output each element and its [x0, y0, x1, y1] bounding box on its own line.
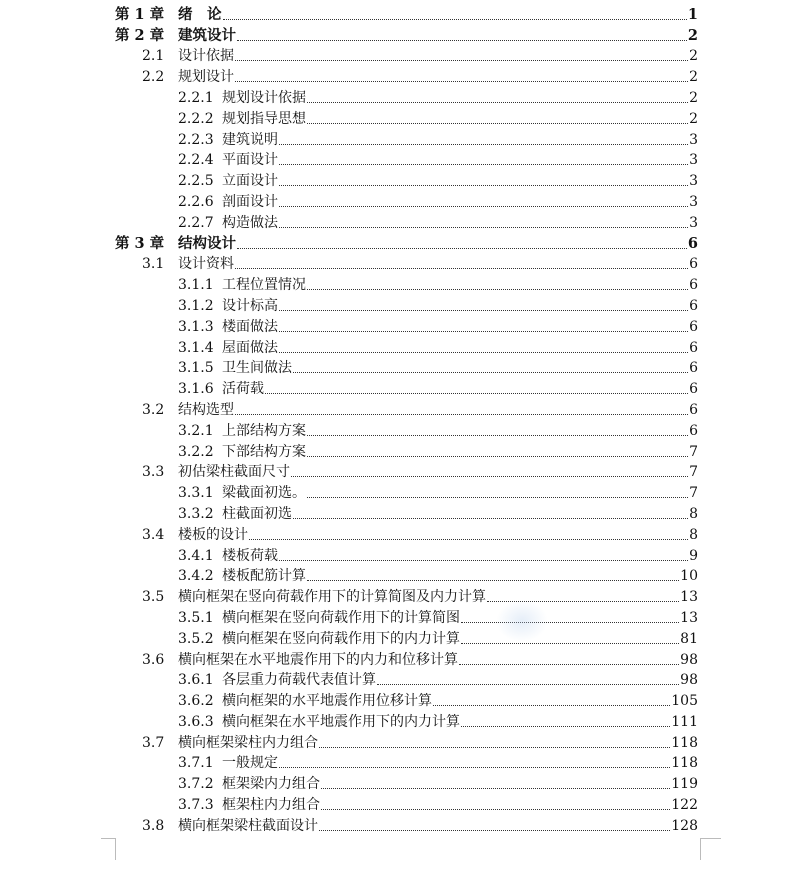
- toc-entry-title: 规划设计: [178, 69, 234, 86]
- toc-entry[interactable]: [0, 649, 797, 670]
- toc-entry-title: 横向框架梁柱截面设计: [178, 817, 318, 834]
- toc-entry-number: 第 3 章: [115, 234, 165, 252]
- toc-entry[interactable]: [0, 441, 797, 462]
- toc-entry-body: [222, 298, 698, 314]
- toc-entry[interactable]: [0, 66, 797, 87]
- toc-entry-title: 结构设计: [178, 234, 236, 252]
- toc-entry-page: 118: [671, 755, 698, 772]
- toc-entry-body: [222, 548, 698, 564]
- toc-entry-title: 屋面做法: [222, 339, 278, 356]
- toc-leader-dots: [461, 643, 679, 644]
- toc-entry[interactable]: [0, 378, 797, 399]
- toc-entry-body: [178, 7, 698, 23]
- toc-entry-number: 第 2 章: [115, 26, 165, 44]
- toc-entry-page: 6: [689, 422, 698, 439]
- toc-entry-title: 横向框架的水平地震作用位移计算: [222, 693, 432, 710]
- toc-entry-title: 横向框架梁柱内力组合: [178, 734, 318, 751]
- toc-leader-dots: [293, 518, 688, 519]
- toc-entry-number: 3.3.2: [178, 505, 214, 522]
- toc-entry-title: 梁截面初选。: [222, 485, 306, 502]
- toc-entry-number: 3.2.2: [178, 443, 214, 460]
- toc-entry-body: [178, 256, 698, 272]
- toc-leader-dots: [459, 664, 679, 665]
- toc-entry-number: 3.7: [142, 734, 165, 751]
- toc-entry[interactable]: [0, 545, 797, 566]
- toc-entry-body: [222, 215, 698, 231]
- toc-leader-dots: [307, 456, 688, 457]
- toc-entry[interactable]: [0, 628, 797, 649]
- toc-entry-body: [222, 631, 698, 647]
- toc-entry-page: 6: [689, 277, 698, 294]
- toc-entry-number: 3.5.1: [178, 609, 214, 626]
- toc-leader-dots: [319, 747, 670, 748]
- toc-entry-page: 3: [689, 173, 698, 190]
- toc-entry[interactable]: [0, 670, 797, 691]
- toc-entry[interactable]: [0, 753, 797, 774]
- toc-entry-page: 6: [687, 234, 698, 252]
- toc-entry-body: [222, 423, 698, 439]
- toc-leader-dots: [235, 81, 688, 82]
- toc-entry-number: 2.2.3: [178, 131, 214, 148]
- toc-entry-number: 3.4.1: [178, 547, 214, 564]
- toc-entry-page: 3: [689, 214, 698, 231]
- toc-entry-page: 13: [680, 589, 698, 606]
- toc-leader-dots: [249, 539, 688, 540]
- toc-entry-number: 3.2.1: [178, 422, 214, 439]
- toc-leader-dots: [279, 227, 688, 228]
- toc-entry-title: 楼板荷载: [222, 547, 278, 564]
- toc-entry[interactable]: [0, 337, 797, 358]
- background-spot: [496, 600, 548, 642]
- toc-leader-dots: [291, 476, 688, 477]
- toc-entry[interactable]: [0, 462, 797, 483]
- toc-entry-title: 一般规定: [222, 755, 278, 772]
- toc-entry-title: 柱截面初选: [222, 505, 292, 522]
- toc-entry-page: 105: [671, 693, 698, 710]
- toc-entry-number: 3.6.2: [178, 693, 214, 710]
- toc-entry-page: 6: [689, 318, 698, 335]
- toc-entry-title: 规划设计依据: [222, 89, 306, 106]
- toc-entry-title: 初估梁柱截面尺寸: [178, 464, 290, 481]
- toc-entry-body: [178, 818, 698, 834]
- toc-entry-page: 1: [687, 5, 698, 23]
- toc-entry-number: 3.2: [142, 401, 165, 418]
- toc-entry-title: 下部结构方案: [222, 443, 306, 460]
- toc-entry-body: [222, 319, 698, 335]
- toc-entry-body: [178, 735, 698, 751]
- page-corner-mark-right: [700, 838, 721, 860]
- toc-entry-number: 3.1.2: [178, 297, 214, 314]
- toc-entry-number: 3.7.3: [178, 797, 214, 814]
- toc-entry-title: 活荷载: [222, 381, 264, 398]
- toc-entry-title: 建筑设计: [178, 26, 236, 44]
- toc-entry-page: 7: [689, 443, 698, 460]
- toc-leader-dots: [279, 352, 688, 353]
- toc-entry-title: 横向框架在水平地震作用下的内力计算: [222, 713, 460, 730]
- toc-entry-page: 2: [687, 26, 698, 44]
- toc-leader-dots: [279, 331, 688, 332]
- toc-entry-number: 3.6.3: [178, 713, 214, 730]
- toc-leader-dots: [321, 809, 670, 810]
- toc-entry-body: [178, 464, 698, 480]
- toc-entry[interactable]: [0, 4, 797, 25]
- toc-entry-number: 3.1.3: [178, 318, 214, 335]
- toc-entry-number: 3.8: [142, 817, 165, 834]
- toc-leader-dots: [235, 60, 688, 61]
- toc-leader-dots: [235, 268, 688, 269]
- toc-entry[interactable]: [0, 233, 797, 254]
- toc-entry-number: 3.1.4: [178, 339, 214, 356]
- toc-leader-dots: [461, 726, 670, 727]
- toc-entry-page: 3: [689, 131, 698, 148]
- toc-entry-page: 122: [671, 797, 698, 814]
- toc-entry-title: 楼面做法: [222, 318, 278, 335]
- toc-entry-page: 2: [689, 69, 698, 86]
- toc-entry[interactable]: [0, 586, 797, 607]
- toc-entry-body: [222, 485, 698, 501]
- toc-entry-page: 128: [671, 817, 698, 834]
- toc-leader-dots: [235, 414, 688, 415]
- toc-entry[interactable]: [0, 46, 797, 67]
- toc-entry-number: 2.1: [142, 48, 165, 65]
- toc-entry-page: 6: [689, 256, 698, 273]
- toc-entry-body: [222, 152, 698, 168]
- toc-entry-number: 3.6.1: [178, 672, 214, 689]
- toc-entry-page: 81: [680, 630, 698, 647]
- toc-entry[interactable]: [0, 150, 797, 171]
- toc-entry-number: 3.6: [142, 651, 165, 668]
- toc-entry-page: 13: [680, 609, 698, 626]
- toc-leader-dots: [307, 102, 688, 103]
- toc-entry-body: [222, 340, 698, 356]
- toc-entry-number: 3.5.2: [178, 630, 214, 647]
- toc-entry-title: 框架梁内力组合: [222, 776, 320, 793]
- toc-entry-body: [222, 797, 698, 813]
- toc-entry-body: [222, 111, 698, 127]
- toc-entry-page: 2: [689, 48, 698, 65]
- toc-entry[interactable]: [0, 170, 797, 191]
- toc-entry-body: [178, 48, 698, 64]
- toc-entry-body: [222, 506, 698, 522]
- toc-entry-body: [222, 173, 698, 189]
- toc-entry-title: 横向框架在竖向荷载作用下的计算简图及内力计算: [178, 589, 486, 606]
- toc-entry-title: 平面设计: [222, 152, 278, 169]
- toc-entry[interactable]: [0, 129, 797, 150]
- toc-entry-number: 2.2.4: [178, 152, 214, 169]
- toc-entry-body: [222, 568, 698, 584]
- toc-entry-page: 119: [671, 776, 698, 793]
- toc-entry-number: 2.2.6: [178, 193, 214, 210]
- toc-leader-dots: [307, 497, 688, 498]
- toc-entry-page: 118: [671, 734, 698, 751]
- toc-entry-page: 7: [689, 464, 698, 481]
- toc-leader-dots: [279, 310, 688, 311]
- toc-entry-title: 横向框架在竖向荷载作用下的内力计算: [222, 630, 460, 647]
- toc-entry-page: 8: [689, 526, 698, 543]
- toc-leader-dots: [321, 788, 670, 789]
- toc-leader-dots: [319, 830, 670, 831]
- toc-entry-title: 设计资料: [178, 256, 234, 273]
- toc-entry-body: [178, 69, 698, 85]
- toc-entry-title: 卫生间做法: [222, 360, 292, 377]
- toc-entry-body: [178, 402, 698, 418]
- toc-entry-body: [222, 672, 698, 688]
- toc-entry[interactable]: [0, 690, 797, 711]
- toc-leader-dots: [293, 372, 688, 373]
- toc-entry-body: [222, 194, 698, 210]
- toc-entry-number: 3.5: [142, 589, 165, 606]
- toc-entry-number: 3.4: [142, 526, 165, 543]
- toc-leader-dots: [307, 289, 688, 290]
- toc-entry-title: 上部结构方案: [222, 422, 306, 439]
- toc-entry-body: [178, 652, 698, 668]
- toc-leader-dots: [307, 435, 688, 436]
- toc-entry-number: 第 1 章: [115, 5, 165, 23]
- toc-entry-page: 2: [689, 89, 698, 106]
- toc-entry[interactable]: [0, 773, 797, 794]
- toc-entry[interactable]: [0, 212, 797, 233]
- toc-entry-page: 8: [689, 505, 698, 522]
- table-of-contents: [0, 4, 797, 836]
- toc-entry[interactable]: [0, 607, 797, 628]
- toc-leader-dots: [279, 206, 688, 207]
- toc-entry-title: 建筑说明: [222, 131, 278, 148]
- toc-entry-title: 设计依据: [178, 48, 234, 65]
- toc-entry-page: 98: [680, 672, 698, 689]
- toc-entry-page: 6: [689, 381, 698, 398]
- toc-leader-dots: [237, 40, 687, 41]
- toc-entry[interactable]: [0, 711, 797, 732]
- toc-leader-dots: [377, 684, 679, 685]
- toc-entry-title: 立面设计: [222, 173, 278, 190]
- toc-leader-dots: [223, 19, 687, 20]
- toc-entry-number: 3.1.6: [178, 381, 214, 398]
- toc-entry-title: 框架柱内力组合: [222, 797, 320, 814]
- toc-entry-body: [178, 527, 698, 543]
- toc-entry[interactable]: [0, 25, 797, 46]
- toc-entry[interactable]: [0, 482, 797, 503]
- toc-entry-title: 规划指导思想: [222, 110, 306, 127]
- toc-entry-page: 6: [689, 339, 698, 356]
- toc-entry[interactable]: [0, 815, 797, 836]
- toc-leader-dots: [279, 164, 688, 165]
- toc-entry-title: 构造做法: [222, 214, 278, 231]
- toc-entry[interactable]: [0, 420, 797, 441]
- toc-entry[interactable]: [0, 358, 797, 379]
- toc-entry[interactable]: [0, 503, 797, 524]
- toc-entry-body: [222, 444, 698, 460]
- toc-entry-number: 2.2.5: [178, 173, 214, 190]
- toc-entry[interactable]: [0, 295, 797, 316]
- toc-entry-page: 9: [689, 547, 698, 564]
- toc-entry-body: [222, 693, 698, 709]
- toc-entry-number: 3.1.1: [178, 277, 214, 294]
- toc-entry-number: 3.7.1: [178, 755, 214, 772]
- toc-leader-dots: [279, 767, 670, 768]
- toc-entry-number: 3.4.2: [178, 568, 214, 585]
- toc-entry[interactable]: [0, 794, 797, 815]
- toc-entry-body: [178, 28, 698, 44]
- toc-entry[interactable]: [0, 566, 797, 587]
- toc-leader-dots: [461, 622, 679, 623]
- toc-entry[interactable]: [0, 191, 797, 212]
- toc-leader-dots: [279, 185, 688, 186]
- toc-entry-page: 3: [689, 193, 698, 210]
- toc-leader-dots: [279, 144, 688, 145]
- toc-entry-title: 结构选型: [178, 401, 234, 418]
- toc-entry-number: 3.7.2: [178, 776, 214, 793]
- toc-entry[interactable]: [0, 108, 797, 129]
- toc-entry[interactable]: [0, 524, 797, 545]
- toc-entry-number: 3.3: [142, 464, 165, 481]
- toc-entry-title: 设计标高: [222, 297, 278, 314]
- toc-entry-body: [222, 132, 698, 148]
- page-corner-mark-left: [101, 838, 116, 860]
- toc-entry-title: 剖面设计: [222, 193, 278, 210]
- toc-entry-title: 楼板的设计: [178, 526, 248, 543]
- toc-entry-body: [222, 360, 698, 376]
- toc-entry[interactable]: [0, 274, 797, 295]
- toc-entry[interactable]: [0, 732, 797, 753]
- toc-leader-dots: [307, 123, 688, 124]
- toc-entry-number: 3.1.5: [178, 360, 214, 377]
- toc-entry-body: [222, 714, 698, 730]
- toc-entry-number: 3.3.1: [178, 485, 214, 502]
- toc-leader-dots: [279, 560, 688, 561]
- toc-entry-body: [222, 776, 698, 792]
- toc-leader-dots: [307, 580, 679, 581]
- toc-entry-page: 7: [689, 485, 698, 502]
- toc-entry-number: 2.2: [142, 69, 165, 86]
- toc-entry-body: [178, 236, 698, 252]
- toc-entry-page: 98: [680, 651, 698, 668]
- toc-entry-page: 2: [689, 110, 698, 127]
- toc-entry-body: [222, 277, 698, 293]
- toc-entry[interactable]: [0, 254, 797, 275]
- toc-entry-title: 横向框架在竖向荷载作用下的计算简图: [222, 609, 460, 626]
- toc-leader-dots: [265, 393, 688, 394]
- toc-entry-number: 2.2.7: [178, 214, 214, 231]
- toc-entry[interactable]: [0, 87, 797, 108]
- toc-entry-number: 2.2.2: [178, 110, 214, 127]
- toc-entry-page: 6: [689, 401, 698, 418]
- toc-entry-body: [178, 589, 698, 605]
- toc-entry-page: 3: [689, 152, 698, 169]
- toc-entry-body: [222, 381, 698, 397]
- toc-entry-page: 6: [689, 360, 698, 377]
- toc-entry-body: [222, 755, 698, 771]
- toc-entry-title: 各层重力荷载代表值计算: [222, 672, 376, 689]
- toc-entry-page: 111: [671, 713, 698, 730]
- toc-entry-title: 横向框架在水平地震作用下的内力和位移计算: [178, 651, 458, 668]
- toc-entry-body: [222, 610, 698, 626]
- toc-entry-number: 3.1: [142, 256, 165, 273]
- toc-entry-page: 10: [680, 568, 698, 585]
- toc-entry-number: 2.2.1: [178, 89, 214, 106]
- toc-entry-title: 楼板配筋计算: [222, 568, 306, 585]
- toc-entry-body: [222, 90, 698, 106]
- toc-entry-page: 6: [689, 297, 698, 314]
- toc-entry-title: 工程位置情况: [222, 277, 306, 294]
- toc-entry[interactable]: [0, 399, 797, 420]
- toc-entry-title: 绪 论: [178, 5, 222, 23]
- toc-leader-dots: [237, 248, 687, 249]
- toc-entry[interactable]: [0, 316, 797, 337]
- toc-leader-dots: [433, 705, 670, 706]
